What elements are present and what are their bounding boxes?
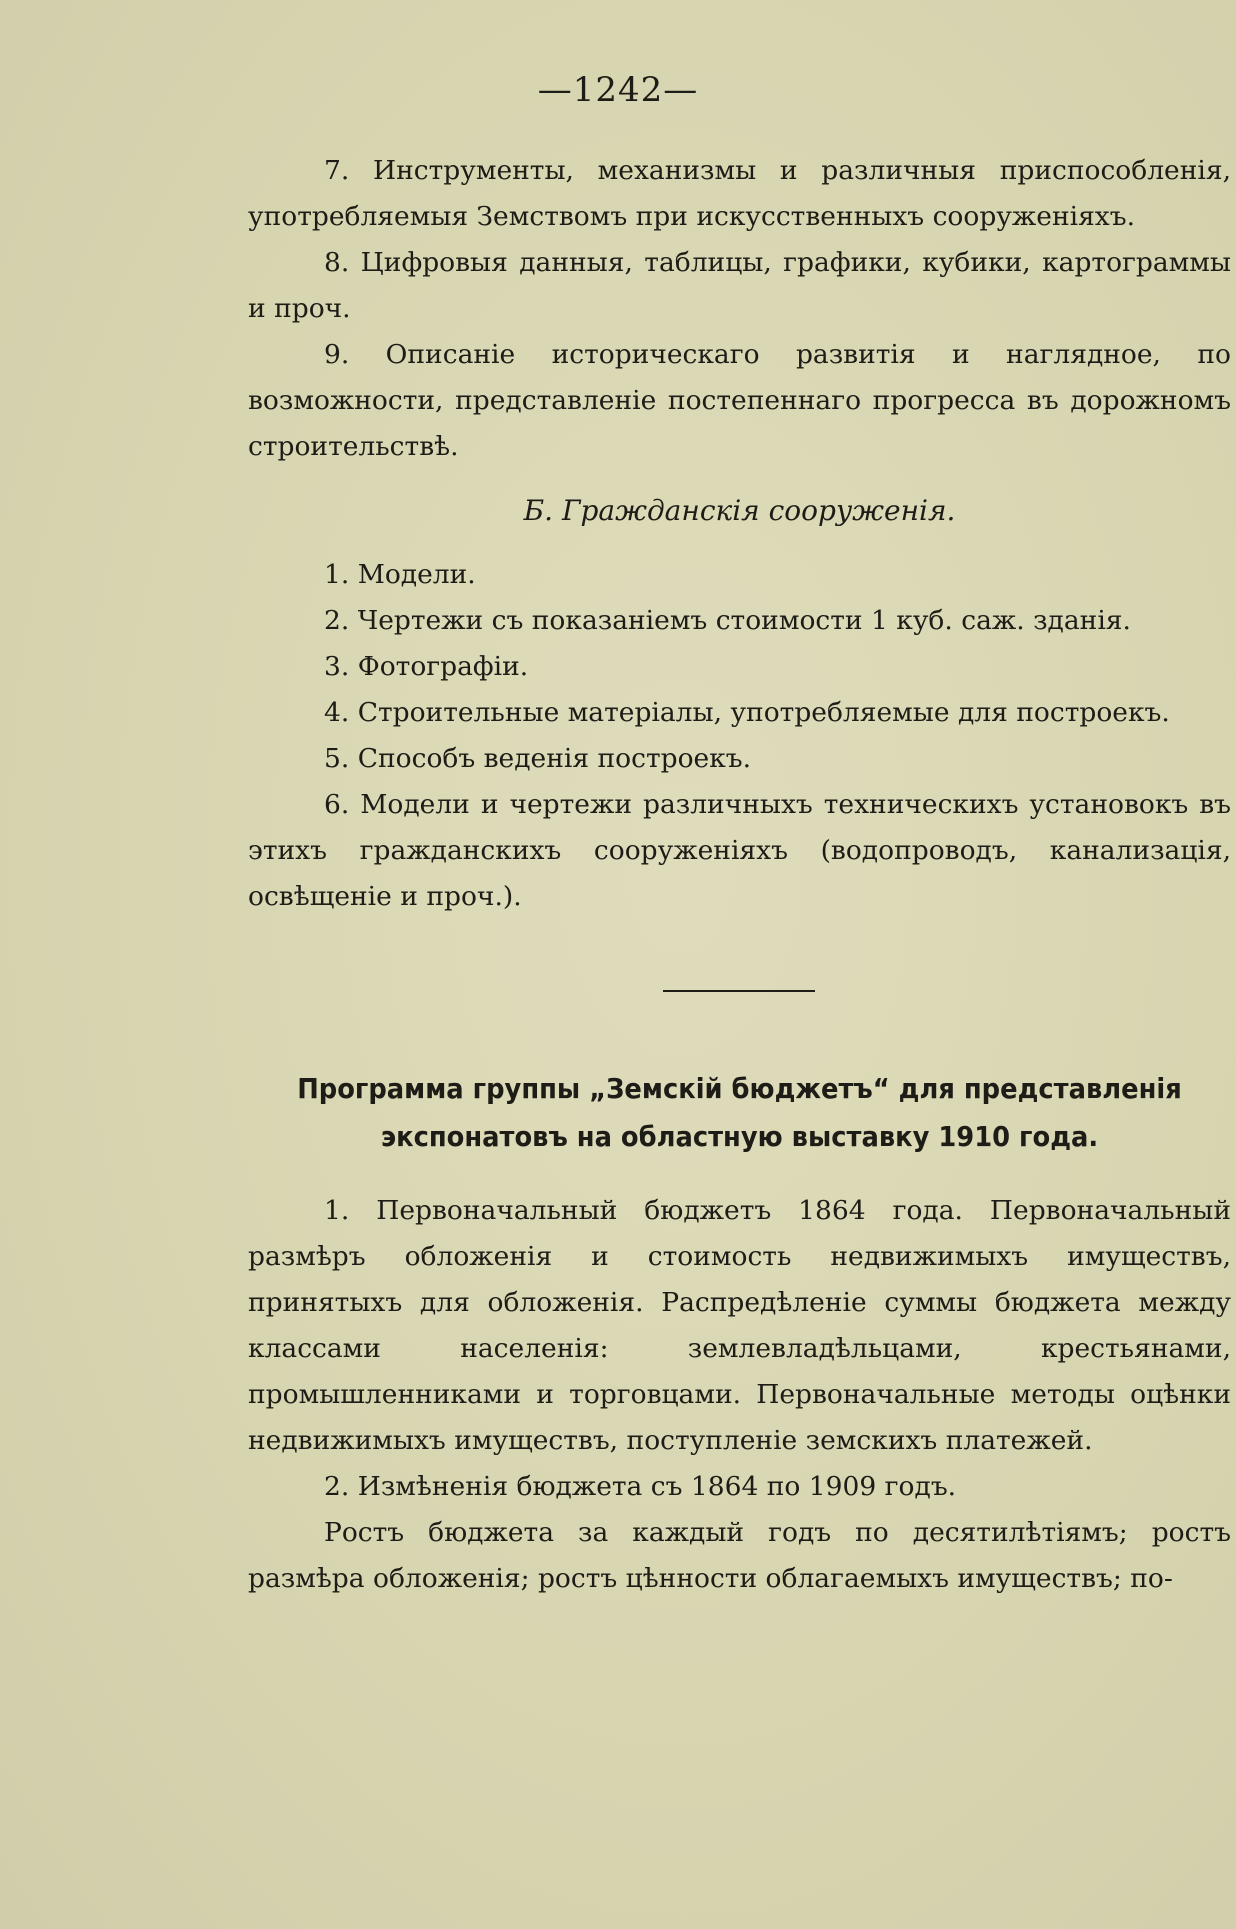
- section-b-list: [248, 552, 1231, 920]
- section-a-list: [248, 148, 1231, 470]
- list-item: 9. Описаніе историческаго развитія и наглядное, по возможности, представленіе постепеннаго прогресса въ дорожномъ строительствѣ.: [248, 339, 1231, 462]
- list-item: 8. Цифровыя данныя, таблицы, графики, кубики, картограммы и проч.: [248, 247, 1231, 324]
- paragraph: 1. Первоначальный бюджетъ 1864 года. Первоначальный размѣръ обложенія и стоимость недвижимыхъ имуществъ, принятыхъ для обложенія. Распредѣленіе суммы бюджета между классами населенія: землевладѣльцами, крестьянами, промышленниками и торговцами. Первоначальные методы оцѣнки недвижимыхъ имуществъ, поступленіе земскихъ платежей.: [248, 1195, 1231, 1456]
- list-item: 2. Чертежи съ показаніемъ стоимости 1 куб. саж. зданія.: [324, 605, 1131, 636]
- section-b-title: Б. Гражданскія сооруженія.: [523, 494, 956, 527]
- list-item: 7. Инструменты, механизмы и различныя приспособленія, употребляемыя Земствомъ при искусственныхъ сооруженіяхъ.: [248, 155, 1231, 232]
- list-item: 4. Строительные матеріалы, употребляемые для построекъ.: [324, 697, 1170, 728]
- list-item: 1. Модели.: [324, 559, 476, 590]
- list-item: 5. Способъ веденія построекъ.: [324, 743, 752, 774]
- paragraph: Ростъ бюджета за каждый годъ по десятилѣтіямъ; ростъ размѣра обложенія; ростъ цѣнности облагаемыхъ имуществъ; по-: [248, 1517, 1231, 1594]
- section-divider: [663, 990, 815, 992]
- list-item: 6. Модели и чертежи различныхъ техническихъ установокъ въ этихъ гражданскихъ сооруженіяхъ (водопроводъ, канализація, освѣщеніе и проч.).: [248, 789, 1231, 912]
- program-body: [248, 1188, 1231, 1602]
- paragraph: 2. Измѣненія бюджета съ 1864 по 1909 годъ.: [324, 1471, 957, 1502]
- program-heading: Программа группы „Земскій бюджетъ“ для представленія экспонатовъ на областную выставку 1910 года.: [297, 1072, 1182, 1153]
- list-item: 3. Фотографіи.: [324, 651, 529, 682]
- page-number: —1242—: [537, 70, 699, 110]
